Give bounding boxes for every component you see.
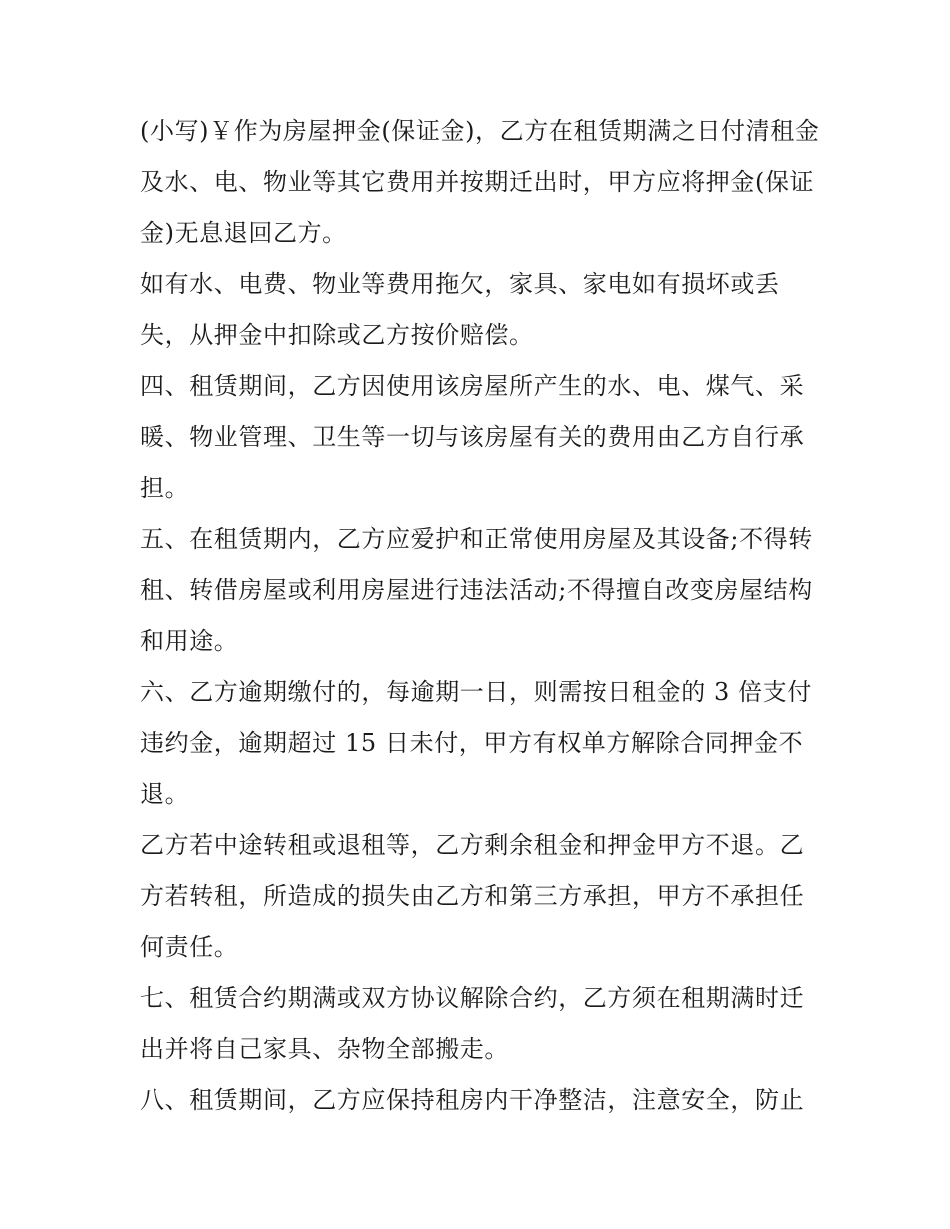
paragraph-clause-5: 五、在租赁期内，乙方应爱护和正常使用房屋及其设备;不得转租、转借房屋或利用房屋进行违法活动;不得擅自改变房屋结构和用途。 — [140, 525, 813, 655]
paragraph-deposit: (小写)￥作为房屋押金(保证金)，乙方在租赁期满之日付清租金及水、电、物业等其它费用并按期迁出时，甲方应将押金(保证金)无息退回乙方。 — [140, 117, 820, 247]
paragraph-clause-6: 六、乙方逾期缴付的，每逾期一日，则需按日租金的 3 倍支付违约金，逾期超过 15 日未付，甲方有权单方解除合同押金不退。 — [140, 678, 812, 808]
paragraph-arrears: 如有水、电费、物业等费用拖欠，家具、家电如有损坏或丢失，从押金中扣除或乙方按价赔偿。 — [140, 270, 780, 349]
document-body — [140, 106, 820, 1126]
paragraph-clause-8: 八、租赁期间，乙方应保持租房内干净整洁，注意安全，防止 — [140, 1086, 805, 1114]
paragraph-clause-7: 七、租赁合约期满或双方协议解除合约，乙方须在租期满时迁出并将自己家具、杂物全部搬走。 — [140, 984, 805, 1063]
paragraph-sublet: 乙方若中途转租或退租等，乙方剩余租金和押金甲方不退。乙方若转租，所造成的损失由乙方和第三方承担，甲方不承担任何责任。 — [140, 831, 805, 961]
paragraph-clause-4: 四、租赁期间，乙方因使用该房屋所产生的水、电、煤气、采暖、物业管理、卫生等一切与该房屋有关的费用由乙方自行承担。 — [140, 372, 805, 502]
